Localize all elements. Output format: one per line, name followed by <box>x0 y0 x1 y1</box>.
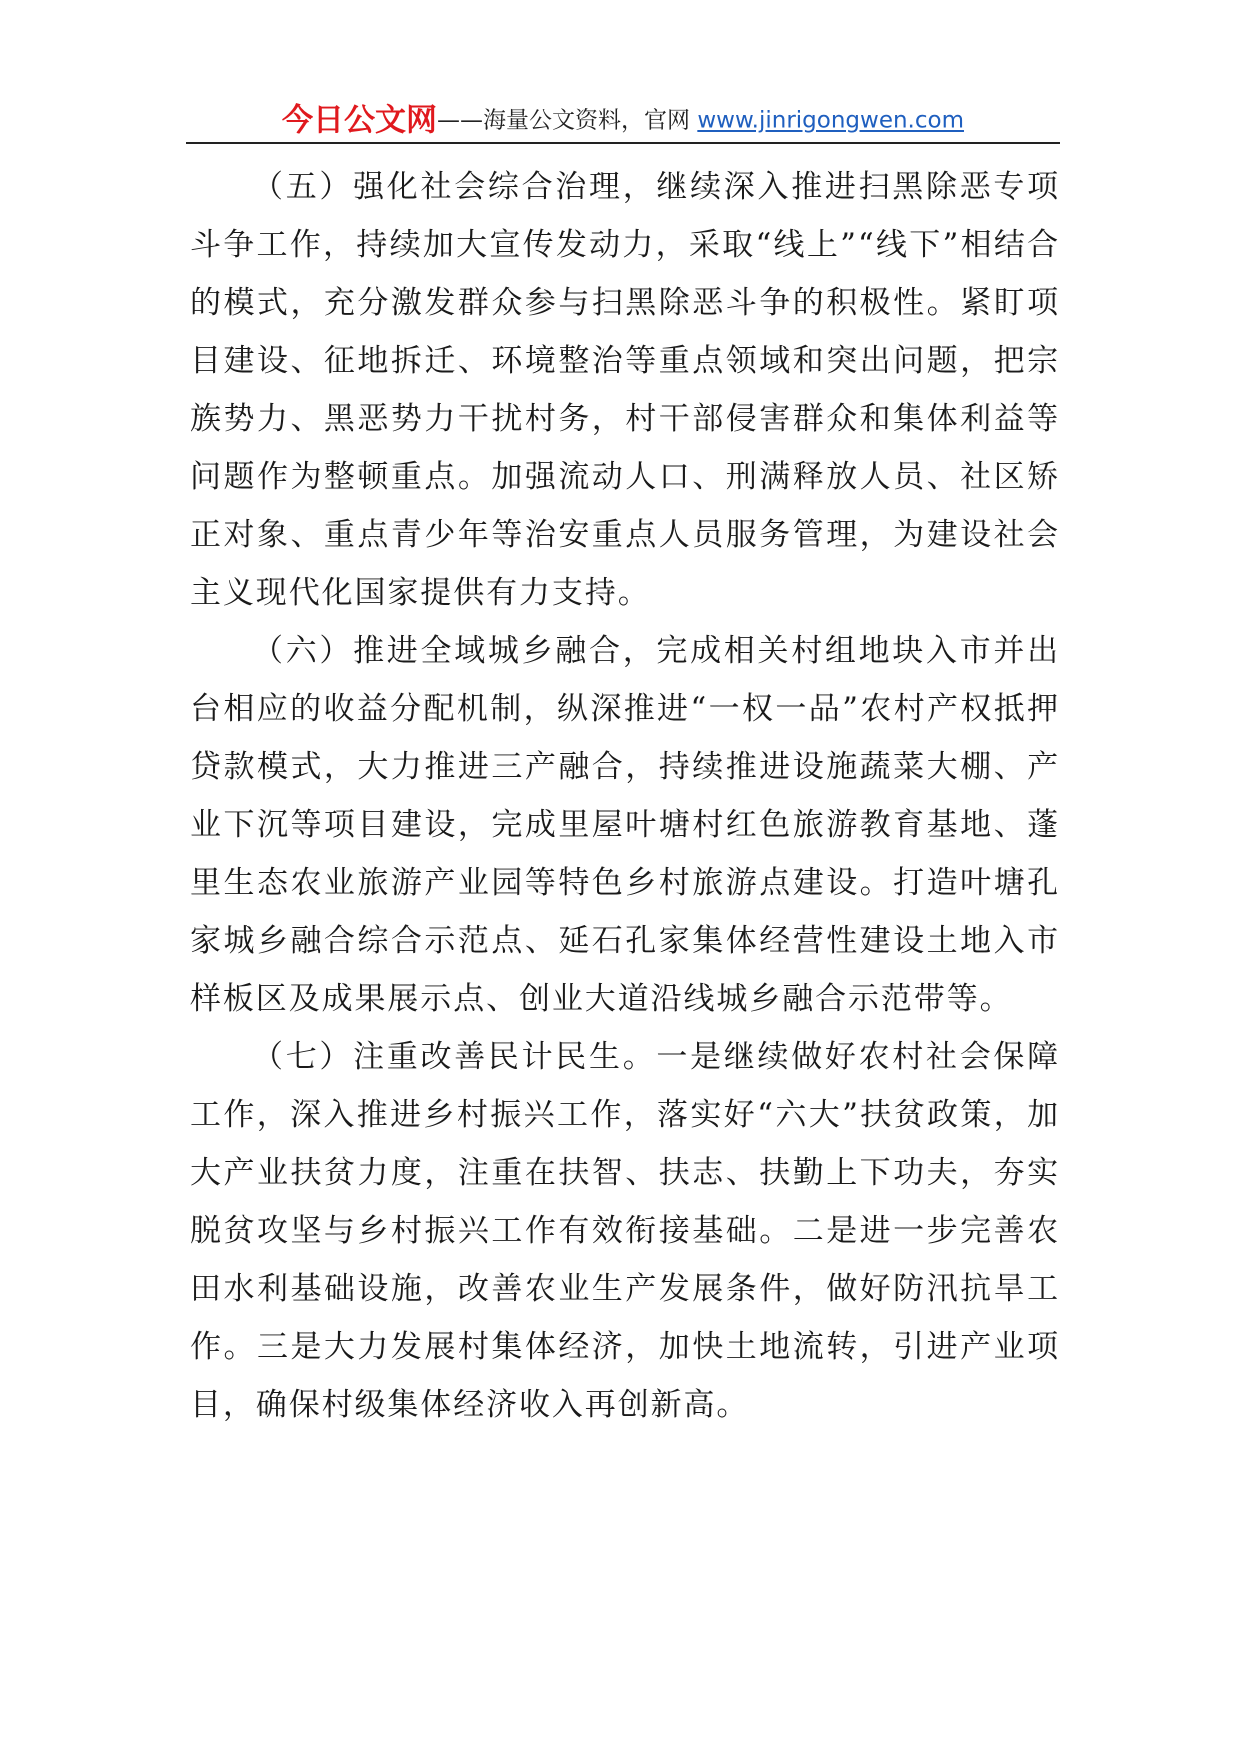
header-line <box>282 100 964 141</box>
site-name: 今日公文网 <box>282 102 438 139</box>
header-tagline: ——海量公文资料，官网 <box>437 107 698 134</box>
site-url-link[interactable]: www.jinrigongwen.com <box>697 107 964 134</box>
document-body <box>190 158 1060 1434</box>
paragraph-six: （六）推进全域城乡融合，完成相关村组地块入市并出台相应的收益分配机制，纵深推进“一权一品”农村产权抵押贷款模式，大力推进三产融合，持续推进设施蔬菜大棚、产业下沉等项目建设，完成里屋叶塘村红色旅游教育基地、蓬里生态农业旅游产业园等特色乡村旅游点建设。打造叶塘孔家城乡融合综合示范点、延石孔家集体经营性建设土地入市样板区及成果展示点、创业大道沿线城乡融合示范带等。 <box>190 633 1060 1017</box>
paragraph-five: （五）强化社会综合治理，继续深入推进扫黑除恶专项斗争工作，持续加大宣传发动力，采取“线上”“线下”相结合的模式，充分激发群众参与扫黑除恶斗争的积极性。紧盯项目建设、征地拆迁、环境整治等重点领域和突出问题，把宗族势力、黑恶势力干扰村务，村干部侵害群众和集体利益等问题作为整顿重点。加强流动人口、刑满释放人员、社区矫正对象、重点青少年等治安重点人员服务管理，为建设社会主义现代化国家提供有力支持。 <box>190 169 1060 611</box>
page-header <box>186 100 1060 144</box>
paragraph-seven: （七）注重改善民计民生。一是继续做好农村社会保障工作，深入推进乡村振兴工作，落实好“六大”扶贫政策，加大产业扶贫力度，注重在扶智、扶志、扶勤上下功夫，夯实脱贫攻坚与乡村振兴工作有效衔接基础。二是进一步完善农田水利基础设施，改善农业生产发展条件，做好防汛抗旱工作。三是大力发展村集体经济，加快土地流转，引进产业项目，确保村级集体经济收入再创新高。 <box>190 1039 1060 1423</box>
